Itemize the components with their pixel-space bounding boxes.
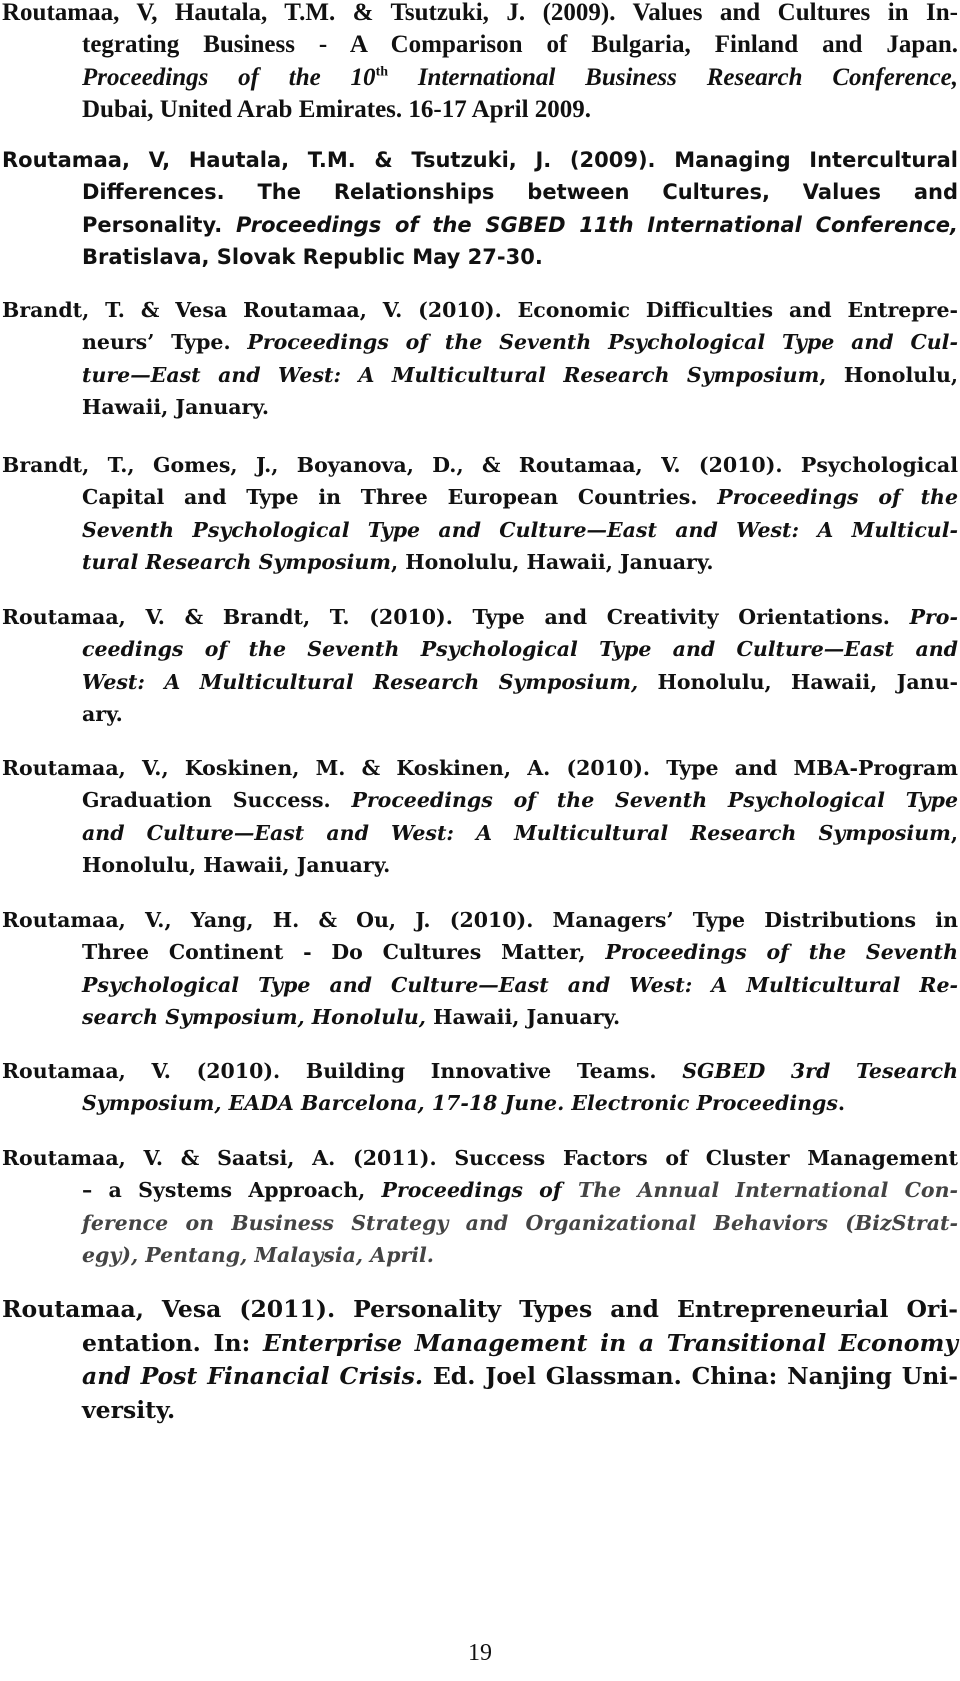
reference-text: Routamaa, V. & Saatsi, A. (2011). Success Factors of Cluster Management — [2, 1146, 958, 1170]
reference-text: , Honolulu, — [819, 362, 958, 387]
reference-text: Personality. — [82, 212, 237, 237]
reference-italic-text: Proceedings of the SGBED 11th International Conference, — [236, 212, 958, 237]
reference-entry — [2, 752, 958, 882]
reference-text: – a Systems Approach, — [82, 1178, 382, 1203]
reference-text: , — [950, 820, 958, 845]
reference-first-line — [2, 144, 958, 176]
reference-text: Hawaii, January. — [82, 395, 270, 420]
reference-italic-text: The Annual International Con- — [577, 1178, 958, 1203]
reference-continuation-line — [2, 481, 958, 513]
reference-italic-text: and Post Financial Crisis. — [82, 1362, 424, 1390]
reference-italic-text: and Culture—East and West: A Multicultural Research Symposium — [82, 820, 951, 845]
reference-text: versity. — [82, 1395, 176, 1424]
reference-first-line — [2, 0, 958, 29]
page-number: 19 — [468, 1640, 492, 1666]
reference-italic-text: Proceedings of — [381, 1178, 578, 1203]
reference-first-line — [2, 1293, 958, 1327]
reference-text: Hawaii, January. — [425, 1005, 621, 1030]
reference-italic-text: Proceedings of the Seventh Psychological Type and Cul- — [247, 330, 958, 355]
reference-continuation-line — [2, 326, 958, 358]
reference-text: Three Continent - Do Cultures Matter, — [82, 940, 606, 965]
reference-continuation-line — [2, 391, 958, 423]
reference-italic-text: ference on Business Strategy and Organizational Behaviors (BizStrat- — [82, 1210, 958, 1235]
reference-text: Routamaa, Vesa (2011). Personality Types and Entrepreneurial Ori- — [2, 1295, 958, 1323]
reference-continuation-line — [2, 969, 958, 1001]
reference-continuation-line — [2, 94, 958, 126]
reference-continuation-line — [2, 633, 958, 665]
reference-text: tegrating Business - A Comparison of Bulgaria, Finland and Japan. — [82, 31, 958, 59]
reference-first-line — [2, 294, 958, 326]
reference-entry — [2, 1142, 958, 1272]
reference-italic-text: Psychological Type and Culture—East and West: A Multicultural Re- — [82, 972, 958, 997]
reference-text: Routamaa, V, Hautala, T.M. & Tsutzuki, J. (2009). Values and Cultures in In- — [2, 0, 958, 26]
reference-continuation-line — [2, 1087, 958, 1119]
reference-continuation-line — [2, 1001, 958, 1033]
reference-italic-text: Symposium, EADA Barcelona, 17-18 June. Electronic Proceedings — [82, 1091, 838, 1116]
reference-continuation-line — [2, 1327, 958, 1361]
reference-continuation-line — [2, 784, 958, 816]
reference-text: . — [837, 1091, 846, 1116]
reference-continuation-line — [2, 241, 958, 273]
reference-italic-text: Proceedings of the Seventh — [605, 940, 958, 965]
reference-italic-text: Pro- — [909, 605, 958, 629]
reference-entry — [2, 0, 958, 127]
reference-continuation-line — [2, 29, 958, 61]
reference-text: Brandt, T. & Vesa Routamaa, V. (2010). Economic Difficulties and Entrepre- — [2, 298, 958, 322]
reference-continuation-line — [2, 817, 958, 849]
reference-text: neurs’ Type. — [82, 330, 248, 355]
reference-text: Routamaa, V, Hautala, T.M. & Tsutzuki, J. (2009). Managing Intercultural — [2, 148, 958, 172]
reference-continuation-line — [2, 666, 958, 698]
reference-continuation-line — [2, 514, 958, 546]
reference-text: Routamaa, V., Yang, H. & Ou, J. (2010). Managers’ Type Distributions in — [2, 908, 958, 932]
reference-entry — [2, 144, 958, 274]
reference-continuation-line — [2, 849, 958, 881]
reference-continuation-line — [2, 176, 958, 208]
reference-text: Routamaa, V. & Brandt, T. (2010). Type and Creativity Orientations. — [2, 605, 910, 629]
reference-entry — [2, 1293, 958, 1427]
reference-continuation-line — [2, 1239, 958, 1271]
reference-continuation-line — [2, 62, 958, 94]
reference-first-line — [2, 752, 958, 784]
reference-continuation-line — [2, 359, 958, 391]
reference-italic-text: ture—East and West: A Multicultural Research Symposium — [82, 362, 820, 387]
reference-entry — [2, 1055, 958, 1120]
reference-text: Dubai, United Arab Emirates. 16-17 April 2009. — [82, 96, 592, 124]
reference-continuation-line — [2, 1360, 958, 1394]
reference-entry — [2, 294, 958, 424]
reference-text: Differences. The Relationships between Cultures, Values and — [82, 180, 958, 205]
reference-continuation-line — [2, 1394, 958, 1428]
reference-text: Brandt, T., Gomes, J., Boyanova, D., & Routamaa, V. (2010). Psychological — [2, 453, 958, 477]
reference-first-line — [2, 601, 958, 633]
reference-text: Capital and Type in Three European Countries. — [82, 485, 718, 510]
reference-italic-text: Enterprise Management in a Transitional Economy — [262, 1328, 958, 1357]
reference-continuation-line — [2, 1174, 958, 1206]
reference-italic-text: th — [375, 64, 389, 80]
reference-text: entation. In: — [82, 1328, 263, 1357]
reference-continuation-line — [2, 698, 958, 730]
reference-text: Bratislava, Slovak Republic May 27-30. — [82, 245, 543, 270]
reference-text: ary. — [82, 702, 123, 727]
reference-continuation-line — [2, 209, 958, 241]
reference-italic-text: Proceedings of the Seventh Psychological Type — [351, 788, 959, 813]
reference-text: Routamaa, V. (2010). Building Innovative Teams. — [2, 1059, 683, 1083]
reference-entry — [2, 904, 958, 1034]
reference-entry — [2, 449, 958, 579]
reference-first-line — [2, 1055, 958, 1087]
reference-text: Honolulu, Hawaii, January. — [82, 853, 391, 878]
reference-italic-text: egy), Pentang, Malaysia, April. — [82, 1243, 434, 1268]
reference-text: Graduation Success. — [82, 788, 352, 813]
reference-continuation-line — [2, 1207, 958, 1239]
reference-text: , Honolulu, Hawaii, January. — [391, 550, 714, 575]
reference-italic-text: Seventh Psychological Type and Culture—East and West: A Multicul- — [82, 517, 958, 542]
reference-italic-text: West: A Multicultural Research Symposium, — [82, 669, 639, 694]
reference-italic-text: search Symposium, Honolulu, — [82, 1005, 426, 1030]
reference-italic-text: International Business Research Conference, — [388, 63, 958, 91]
reference-continuation-line — [2, 546, 958, 578]
reference-italic-text: Proceedings of the 10 — [82, 63, 376, 91]
reference-continuation-line — [2, 936, 958, 968]
reference-italic-text: SGBED 3rd Tesearch — [682, 1059, 959, 1083]
reference-text: Ed. Joel Glassman. China: Nanjing Uni- — [423, 1362, 958, 1390]
reference-italic-text: Proceedings of the — [717, 485, 958, 510]
reference-first-line — [2, 1142, 958, 1174]
reference-text: Honolulu, Hawaii, Janu- — [638, 669, 958, 694]
reference-italic-text: tural Research Symposium — [82, 550, 391, 575]
reference-italic-text: ceedings of the Seventh Psychological Type and Culture—East and — [82, 637, 958, 662]
reference-text: Routamaa, V., Koskinen, M. & Koskinen, A. (2010). Type and MBA-Program — [2, 756, 958, 780]
reference-first-line — [2, 449, 958, 481]
reference-entry — [2, 601, 958, 731]
reference-first-line — [2, 904, 958, 936]
